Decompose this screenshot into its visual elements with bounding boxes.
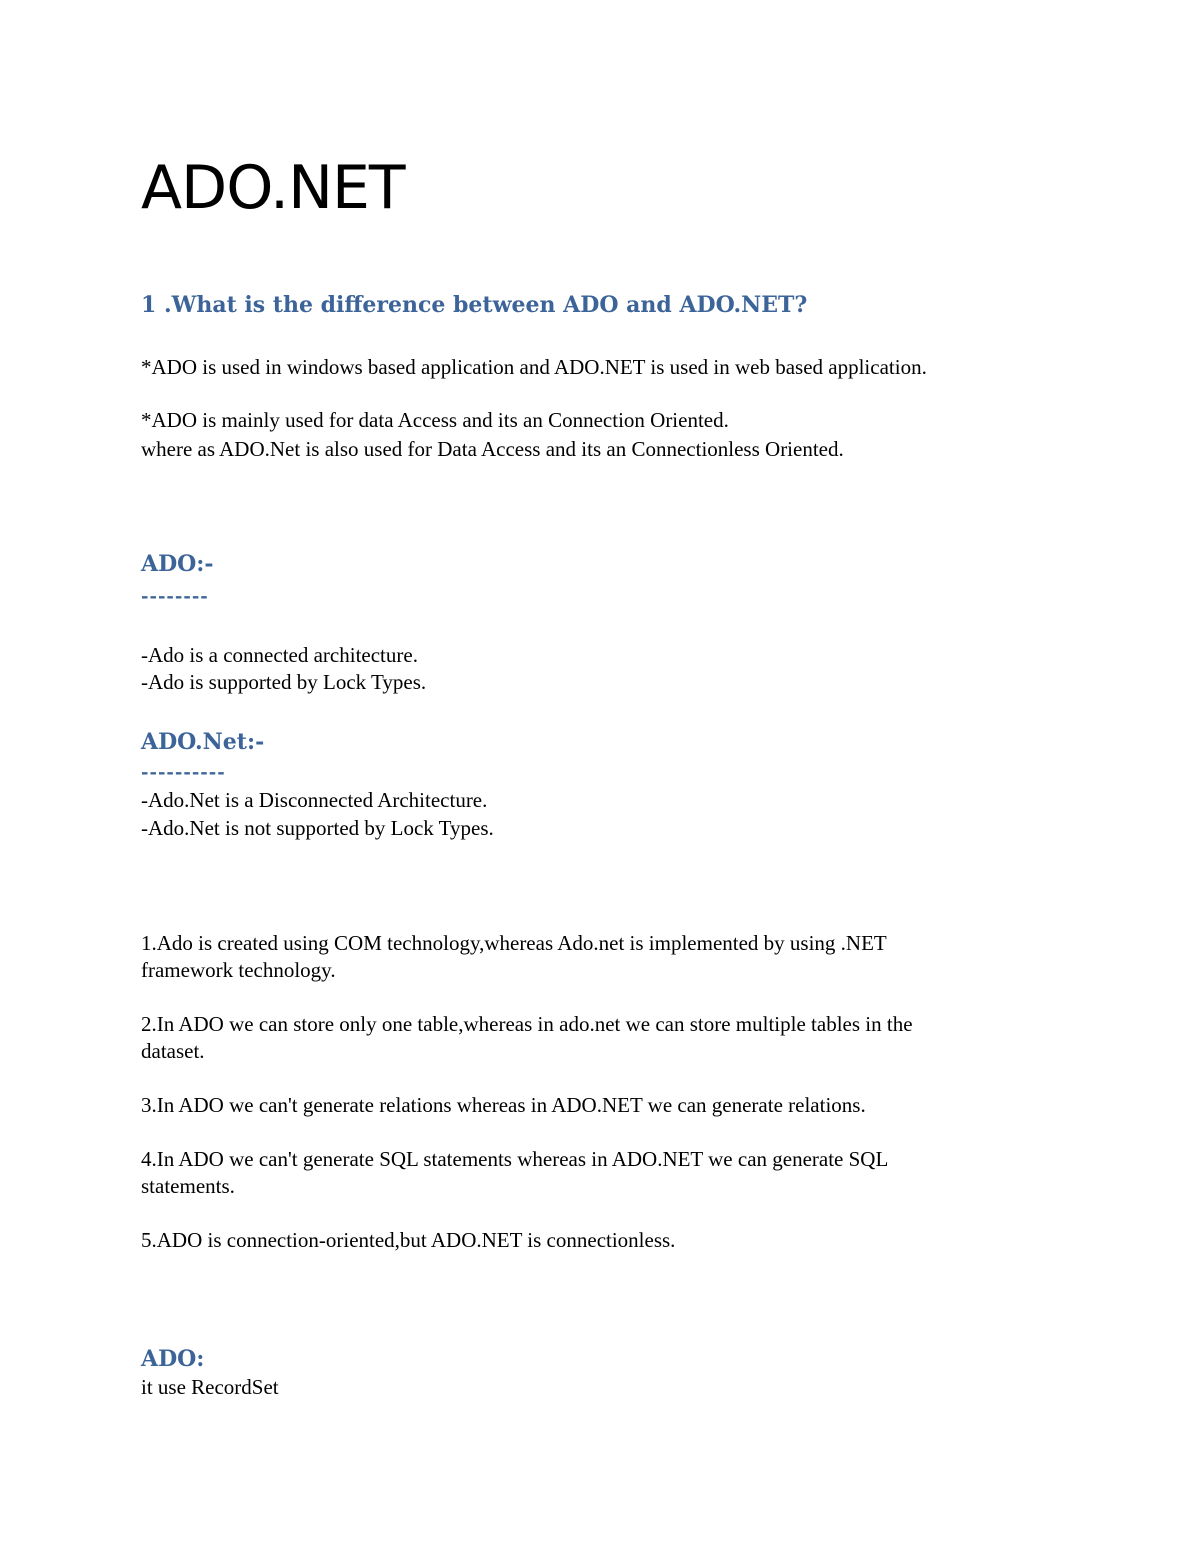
adonet-point-2: -Ado.Net is not supported by Lock Types.: [141, 816, 494, 840]
difference-2-line-2: dataset.: [141, 1039, 205, 1063]
difference-1-line-2: framework technology.: [141, 958, 336, 982]
ado-point-2: -Ado is supported by Lock Types.: [141, 670, 427, 694]
question-heading: 1 .What is the difference between ADO and ADO.NET?: [141, 292, 808, 318]
difference-4-line-2: statements.: [141, 1174, 235, 1198]
ado-recordset-text: it use RecordSet: [141, 1375, 279, 1399]
adonet-point-1: -Ado.Net is a Disconnected Architecture.: [141, 788, 488, 812]
difference-2-line-1: 2.In ADO we can store only one table,whereas in ado.net we can store multiple tables in the: [141, 1012, 913, 1036]
difference-3: 3.In ADO we can't generate relations whereas in ADO.NET we can generate relations.: [141, 1093, 866, 1117]
q1-point-2-line-1: *ADO is mainly used for data Access and its an Connection Oriented.: [141, 408, 729, 432]
difference-4-line-1: 4.In ADO we can't generate SQL statements whereas in ADO.NET we can generate SQL: [141, 1147, 889, 1171]
adonet-heading: ADO.Net:-: [141, 729, 265, 755]
ado-dashes: --------: [141, 586, 209, 607]
difference-1-line-1: 1.Ado is created using COM technology,whereas Ado.net is implemented by using .NET: [141, 931, 887, 955]
q1-point-1: *ADO is used in windows based application and ADO.NET is used in web based application.: [141, 355, 927, 379]
document-title: ADO.NET: [141, 153, 405, 223]
adonet-dashes: ----------: [141, 762, 226, 783]
q1-point-2-line-2: where as ADO.Net is also used for Data Access and its an Connectionless Oriented.: [141, 437, 844, 461]
difference-5: 5.ADO is connection-oriented,but ADO.NET is connectionless.: [141, 1228, 676, 1252]
ado-recordset-heading: ADO:: [141, 1346, 205, 1372]
ado-point-1: -Ado is a connected architecture.: [141, 643, 418, 667]
ado-heading: ADO:-: [141, 551, 214, 577]
